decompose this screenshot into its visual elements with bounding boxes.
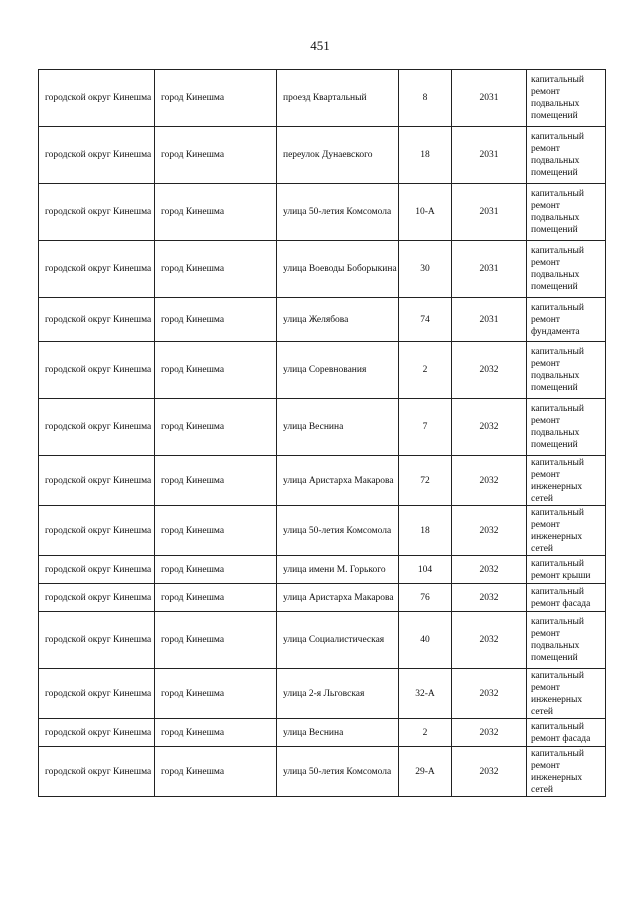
page-number: 451 — [310, 38, 330, 53]
table-row — [39, 506, 606, 556]
cell-year: 2032 — [452, 399, 527, 456]
cell-year: 2031 — [452, 70, 527, 127]
cell-district: городской округ Кинешма — [39, 70, 155, 127]
repair-schedule-table — [38, 69, 606, 797]
cell-street: проезд Квартальный — [277, 70, 399, 127]
cell-house-number: 10-А — [399, 184, 452, 241]
cell-street: улица имени М. Горького — [277, 556, 399, 584]
cell-work-type: капитальный ремонт инженерных сетей — [527, 506, 606, 556]
cell-year: 2032 — [452, 747, 527, 797]
table-row — [39, 456, 606, 506]
table-row — [39, 719, 606, 747]
table-row — [39, 184, 606, 241]
cell-city: город Кинешма — [155, 506, 277, 556]
cell-street: улица Соревнования — [277, 342, 399, 399]
cell-house-number: 40 — [399, 612, 452, 669]
table-row — [39, 298, 606, 342]
cell-street: улица Социалистическая — [277, 612, 399, 669]
cell-district: городской округ Кинешма — [39, 747, 155, 797]
table-row — [39, 70, 606, 127]
cell-house-number: 74 — [399, 298, 452, 342]
table-row — [39, 241, 606, 298]
cell-house-number: 30 — [399, 241, 452, 298]
cell-district: городской округ Кинешма — [39, 506, 155, 556]
cell-work-type: капитальный ремонт крыши — [527, 556, 606, 584]
cell-house-number: 76 — [399, 584, 452, 612]
cell-street: улица 50-летия Комсомола — [277, 747, 399, 797]
cell-work-type: капитальный ремонт подвальных помещений — [527, 612, 606, 669]
cell-street: улица Веснина — [277, 719, 399, 747]
cell-district: городской округ Кинешма — [39, 399, 155, 456]
table-body — [39, 70, 606, 797]
cell-work-type: капитальный ремонт подвальных помещений — [527, 184, 606, 241]
cell-city: город Кинешма — [155, 556, 277, 584]
cell-work-type: капитальный ремонт подвальных помещений — [527, 70, 606, 127]
cell-city: город Кинешма — [155, 298, 277, 342]
cell-city: город Кинешма — [155, 342, 277, 399]
cell-street: улица 50-летия Комсомола — [277, 184, 399, 241]
cell-work-type: капитальный ремонт подвальных помещений — [527, 241, 606, 298]
cell-year: 2031 — [452, 298, 527, 342]
cell-work-type: капитальный ремонт фасада — [527, 584, 606, 612]
cell-house-number: 32-А — [399, 669, 452, 719]
cell-district: городской округ Кинешма — [39, 127, 155, 184]
cell-city: город Кинешма — [155, 669, 277, 719]
cell-city: город Кинешма — [155, 719, 277, 747]
cell-street: переулок Дунаевского — [277, 127, 399, 184]
cell-city: город Кинешма — [155, 70, 277, 127]
cell-district: городской округ Кинешма — [39, 669, 155, 719]
cell-work-type: капитальный ремонт инженерных сетей — [527, 669, 606, 719]
cell-district: городской округ Кинешма — [39, 612, 155, 669]
cell-house-number: 18 — [399, 506, 452, 556]
cell-city: город Кинешма — [155, 241, 277, 298]
cell-year: 2031 — [452, 184, 527, 241]
cell-street: улица Аристарха Макарова — [277, 456, 399, 506]
cell-district: городской округ Кинешма — [39, 719, 155, 747]
table-row — [39, 342, 606, 399]
table-row — [39, 747, 606, 797]
cell-house-number: 2 — [399, 719, 452, 747]
cell-house-number: 104 — [399, 556, 452, 584]
cell-year: 2031 — [452, 127, 527, 184]
table-row — [39, 584, 606, 612]
cell-house-number: 2 — [399, 342, 452, 399]
cell-work-type: капитальный ремонт фундамента — [527, 298, 606, 342]
cell-district: городской округ Кинешма — [39, 241, 155, 298]
table-row — [39, 127, 606, 184]
cell-city: город Кинешма — [155, 399, 277, 456]
cell-work-type: капитальный ремонт подвальных помещений — [527, 127, 606, 184]
cell-district: городской округ Кинешма — [39, 584, 155, 612]
cell-street: улица Веснина — [277, 399, 399, 456]
cell-house-number: 18 — [399, 127, 452, 184]
cell-house-number: 29-А — [399, 747, 452, 797]
cell-year: 2032 — [452, 556, 527, 584]
cell-work-type: капитальный ремонт подвальных помещений — [527, 342, 606, 399]
cell-year: 2032 — [452, 669, 527, 719]
cell-year: 2031 — [452, 241, 527, 298]
table-row — [39, 669, 606, 719]
cell-city: город Кинешма — [155, 612, 277, 669]
cell-year: 2032 — [452, 342, 527, 399]
table-row — [39, 612, 606, 669]
cell-city: город Кинешма — [155, 747, 277, 797]
cell-year: 2032 — [452, 506, 527, 556]
cell-street: улица 2-я Льговская — [277, 669, 399, 719]
cell-street: улица Воеводы Боборыкина — [277, 241, 399, 298]
cell-work-type: капитальный ремонт подвальных помещений — [527, 399, 606, 456]
cell-city: город Кинешма — [155, 456, 277, 506]
cell-district: городской округ Кинешма — [39, 342, 155, 399]
cell-city: город Кинешма — [155, 127, 277, 184]
cell-city: город Кинешма — [155, 584, 277, 612]
table-row — [39, 556, 606, 584]
cell-year: 2032 — [452, 719, 527, 747]
cell-district: городской округ Кинешма — [39, 184, 155, 241]
cell-year: 2032 — [452, 456, 527, 506]
cell-city: город Кинешма — [155, 184, 277, 241]
cell-work-type: капитальный ремонт инженерных сетей — [527, 456, 606, 506]
cell-work-type: капитальный ремонт инженерных сетей — [527, 747, 606, 797]
cell-house-number: 8 — [399, 70, 452, 127]
cell-district: городской округ Кинешма — [39, 456, 155, 506]
cell-district: городской округ Кинешма — [39, 556, 155, 584]
cell-house-number: 7 — [399, 399, 452, 456]
cell-house-number: 72 — [399, 456, 452, 506]
cell-street: улица Аристарха Макарова — [277, 584, 399, 612]
cell-street: улица Желябова — [277, 298, 399, 342]
cell-year: 2032 — [452, 612, 527, 669]
cell-street: улица 50-летия Комсомола — [277, 506, 399, 556]
cell-work-type: капитальный ремонт фасада — [527, 719, 606, 747]
table-row — [39, 399, 606, 456]
cell-district: городской округ Кинешма — [39, 298, 155, 342]
cell-year: 2032 — [452, 584, 527, 612]
